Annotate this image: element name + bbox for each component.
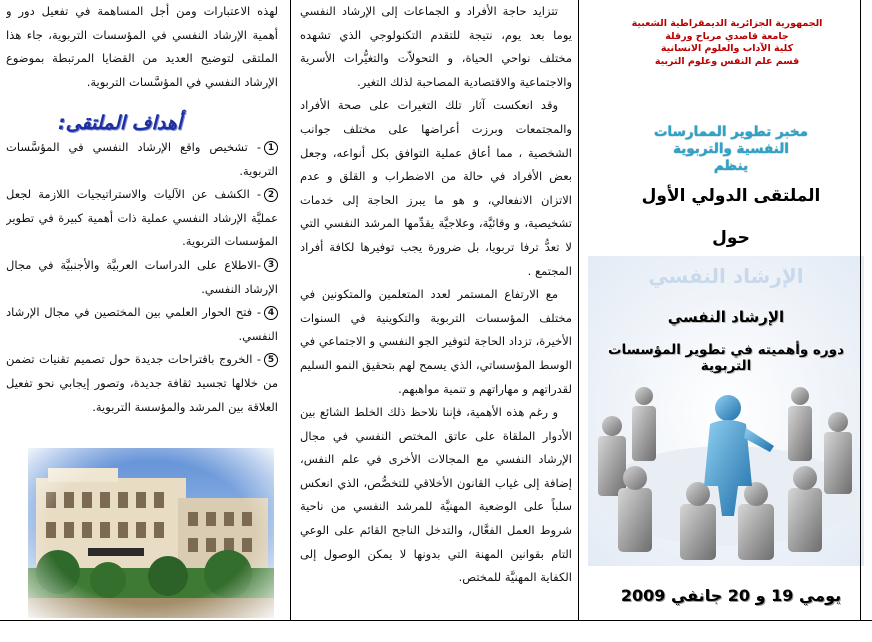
meeting-circle-illustration: [588, 256, 864, 566]
university-building-photo: [28, 448, 274, 618]
left-intro-paragraph: [6, 0, 278, 94]
conference-dates: يومي 19 و 20 جانفي 2009: [620, 586, 842, 605]
goal-item: [6, 183, 278, 254]
goal-text: -الاطلاع على الدراسات العربيَّة والأجنبيَّة في مجال الإرشاد النفسي.: [6, 257, 278, 296]
middle-paragraph: وقد انعكست آثار تلك التغيرات على صحة الأفراد والمجتمعات وبرزت أعراضها على مختلف جوانب الشخصية ، مما أعاق عملية التوافق بكل أنواعه، وجعل بعض الأفراد في حالة من الاضطراب و القلق و عدم الاتزان الانفعالي، و هو ما يبرز الحاجة إلى خدمات تشخيصية، و وقائيَّة، وعلاجيَّة يقدِّمها المرشد النفسي التي لا تعدُّ ترفا تربويا، بل ضرورة يجب توفيرها لكافة أفراد المجتمع .: [300, 98, 572, 278]
goal-number: 2: [264, 188, 278, 202]
cover-main-title: الإرشاد النفسي: [667, 308, 785, 326]
conference-title: الملتقى الدولي الأول: [641, 186, 821, 206]
middle-panel: [300, 0, 572, 642]
goal-number: 3: [264, 258, 278, 272]
fold-divider-right: [578, 0, 579, 620]
header-line: جامعة قاصدي مرباح ورقلة: [665, 30, 789, 42]
left-panel: [6, 0, 278, 642]
header-line: قسم علم النفس وعلوم التربية: [654, 55, 800, 67]
goal-number: 5: [264, 353, 278, 367]
goal-text: - تشخيص واقع الإرشاد النفسي في المؤسَّسات التربوية.: [6, 140, 278, 178]
goal-item: [6, 348, 278, 419]
middle-paragraph: و رغم هذه الأهمية، فإننا نلاحظ ذلك الخلط الشائع بين الأدوار الملقاة على عاتق المختص النفسي في مجال الإرشاد النفسي مع المجالات الأخرى في علم النفس، إضافة إلى غياب القانون الأخلاقي للتخصُّص، الذي انعكس سلباً على الوضعية المهنيَّة للمرشد النفسي من ناحية شروط العمل الفعَّال، والتدخل الناجح القائم على الوعي التام بقوانين المهنة التي بدونها لا يمكن الوصول إلى الكفاية المهنيَّة للمختص.: [300, 405, 572, 585]
goal-number: 4: [264, 306, 278, 320]
goal-text: - فتح الحوار العلمي بين المختصين في مجال الإرشاد النفسي.: [6, 305, 278, 343]
lab-line: النفسية والتربوية: [673, 141, 789, 157]
middle-paragraph: تتزايد حاجة الأفراد و الجماعات إلى الإرشاد النفسي يوما بعد يوم، نتيجة للتقدم التكنولوجي الذي تشهده مختلف نواحي الحياة، و التحولاّت والتغيُّرات الأسرية والاجتماعية والاقتصادية المصاحبة لذلك التغير.: [300, 4, 572, 89]
header-line: كلية الآداب والعلوم الانسانية: [660, 43, 794, 54]
goal-item: [6, 136, 278, 183]
goal-number: 1: [264, 141, 278, 155]
ghost-title: الإرشاد النفسي: [648, 264, 804, 288]
left-intro-text: لهذه الاعتبارات ومن أجل المساهمة في تفعيل دور و أهمية الإرشاد النفسي في المؤسسات التربوية، جاء هذا الملتقى لتوضيح العديد من القضايا المرتبطة بموضوع الإرشاد النفسي في المؤسَّسات التربوية.: [6, 4, 278, 89]
goal-text: - الكشف عن الآليات والاستراتيجيات اللازمة لجعل عمليَّة الإرشاد النفسي عملية ذات أهمية كبيرة في تطوير المؤسسات التربوية.: [6, 187, 278, 249]
header-line: الجمهورية الجزائرية الديمقراطية الشعبية: [631, 18, 823, 29]
conference-subtitle: حول: [712, 228, 750, 248]
middle-text-block: [300, 0, 572, 590]
lab-line: ينظم: [713, 158, 749, 174]
goals-list: [6, 136, 278, 419]
cover-panel: [582, 0, 872, 642]
lab-line: مخبر تطوير الممارسات: [653, 124, 809, 140]
goal-item: [6, 301, 278, 348]
fold-divider-left: [290, 0, 291, 620]
goal-text: - الخروج باقتراحات جديدة حول تصميم تقنيات تضمن من خلالها تجسيد ثقافة جديدة، وتصور إيجابي نحو تفعيل العلاقة بين المرشد والمؤسسة التربوية.: [6, 352, 278, 414]
institution-header: [602, 18, 852, 68]
building-illustration: [28, 448, 274, 618]
page-bottom-edge: [0, 620, 872, 621]
lab-name: [600, 124, 862, 175]
goal-item: [6, 254, 278, 301]
cover-sub-title: دوره وأهميته في تطوير المؤسسات التربوية: [607, 342, 844, 374]
page-edge-right: [860, 0, 861, 620]
middle-paragraph: مع الارتفاع المستمر لعدد المتعلمين والمتكونين في مختلف المؤسسات التربوية والتكوينية في السنوات الأخيرة، تزداد الحاجة لتوفير الجو النفسي و الاجتماعي في الوسط المؤسساتي، الذي يسمح لهم بتحقيق النمو السليم لقدراتهم و مهاراتهم و تنمية مواهبهم.: [300, 287, 572, 396]
goals-heading: أهداف الملتقى:: [58, 112, 182, 134]
cover-illustration: [588, 256, 864, 566]
